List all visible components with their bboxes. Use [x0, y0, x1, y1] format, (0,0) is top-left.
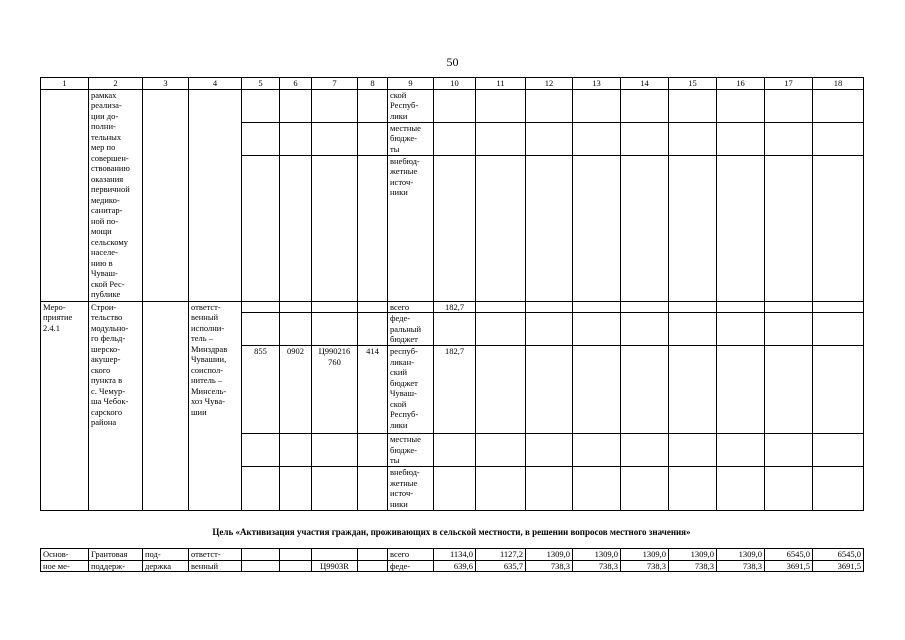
cell — [669, 313, 717, 346]
cell — [765, 301, 813, 313]
amount-cell: 6545,0 — [813, 549, 864, 561]
amount-cell: 182,7 — [434, 301, 476, 313]
target-code: Ц9903R — [312, 560, 358, 572]
cell — [765, 346, 813, 434]
expense-type-code: 414 — [358, 346, 388, 434]
table-row — [41, 549, 864, 561]
budget-code: 855 — [242, 346, 280, 434]
cell — [242, 89, 280, 122]
col-num: 4 — [189, 78, 242, 90]
cell — [242, 549, 280, 561]
cell — [573, 467, 621, 511]
cell: ответст- — [189, 549, 242, 561]
col-num: 10 — [434, 78, 476, 90]
col-num: 18 — [813, 78, 864, 90]
cell — [765, 434, 813, 467]
cell — [717, 346, 765, 434]
amount-cell — [434, 434, 476, 467]
cell — [358, 155, 388, 301]
cell — [280, 560, 312, 572]
cell — [476, 155, 526, 301]
cell — [621, 301, 669, 313]
amount-cell — [434, 467, 476, 511]
cell — [526, 301, 573, 313]
cell — [621, 467, 669, 511]
cell — [813, 434, 864, 467]
cell — [358, 313, 388, 346]
cell — [242, 560, 280, 572]
cell: Основ- — [41, 549, 89, 561]
cell — [358, 549, 388, 561]
funding-source: местные бюдже- ты — [388, 434, 434, 467]
cell — [242, 155, 280, 301]
cell — [621, 313, 669, 346]
cell — [813, 155, 864, 301]
cell — [813, 89, 864, 122]
cell — [280, 434, 312, 467]
cell — [669, 122, 717, 155]
measure-description: Строи- тельство модульно- го фельд- шерско- акушер- ского пункта в с. Чемур- ша Чебок- сарского района — [89, 301, 143, 511]
cell — [717, 434, 765, 467]
cell — [669, 434, 717, 467]
col-num: 14 — [621, 78, 669, 90]
cell — [621, 434, 669, 467]
amount-cell: 3691,5 — [813, 560, 864, 572]
cell — [242, 313, 280, 346]
cell — [242, 301, 280, 313]
cell: поддерж- — [89, 560, 143, 572]
col-num: 17 — [765, 78, 813, 90]
cell — [669, 89, 717, 122]
amount-cell: 738,3 — [526, 560, 573, 572]
col-num: 5 — [242, 78, 280, 90]
amount-cell: 3691,5 — [765, 560, 813, 572]
cell — [765, 89, 813, 122]
amount-cell: 738,3 — [573, 560, 621, 572]
amount-cell: 1309,0 — [526, 549, 573, 561]
cell — [143, 301, 189, 511]
amount-cell: 1309,0 — [621, 549, 669, 561]
cell — [717, 301, 765, 313]
cell — [621, 346, 669, 434]
cell — [434, 122, 476, 155]
cell — [434, 89, 476, 122]
cell — [280, 313, 312, 346]
section-code: 0902 — [280, 346, 312, 434]
funding-source: внебюд- жетные источ- ники — [388, 155, 434, 301]
cell — [717, 155, 765, 301]
cell — [573, 155, 621, 301]
cell — [669, 346, 717, 434]
cell — [573, 301, 621, 313]
cell — [717, 122, 765, 155]
cell — [813, 346, 864, 434]
col-num: 6 — [280, 78, 312, 90]
funding-source: всего — [388, 301, 434, 313]
cell — [312, 301, 358, 313]
col-num: 7 — [312, 78, 358, 90]
cell — [280, 467, 312, 511]
cell — [669, 467, 717, 511]
cell — [526, 155, 573, 301]
cell — [189, 89, 242, 301]
funding-source: всего — [388, 549, 434, 561]
col-num: 11 — [476, 78, 526, 90]
cell — [41, 89, 89, 301]
cell — [312, 313, 358, 346]
funding-source: респуб- ликан- ский бюджет Чуваш- ской Респуб- лики — [388, 346, 434, 434]
funding-source: местные бюдже- ты — [388, 122, 434, 155]
cell — [476, 434, 526, 467]
col-num: 16 — [717, 78, 765, 90]
program-table — [40, 77, 864, 511]
cell — [312, 122, 358, 155]
amount-cell: 738,3 — [717, 560, 765, 572]
cell — [312, 155, 358, 301]
cell — [573, 313, 621, 346]
amount-cell: 738,3 — [621, 560, 669, 572]
cell — [526, 122, 573, 155]
goal-title: Цель «Активизация участия граждан, проживающих в сельской местности, в решении вопросов местного значения» — [212, 527, 691, 537]
cell — [280, 301, 312, 313]
col-num: 8 — [358, 78, 388, 90]
measure-id: Меро- приятие 2.4.1 — [41, 301, 89, 511]
funding-source: феде- — [388, 560, 434, 572]
cell — [765, 155, 813, 301]
cell — [476, 89, 526, 122]
cell — [621, 89, 669, 122]
cell — [813, 313, 864, 346]
cell — [765, 467, 813, 511]
funding-source: феде- ральный бюджет — [388, 313, 434, 346]
cell — [573, 89, 621, 122]
funding-source: внебюд- жетные источ- ники — [388, 467, 434, 511]
cell — [526, 89, 573, 122]
cell — [143, 89, 189, 301]
cell — [476, 346, 526, 434]
cell — [242, 467, 280, 511]
col-num: 1 — [41, 78, 89, 90]
col-num: 15 — [669, 78, 717, 90]
col-num: 12 — [526, 78, 573, 90]
cell — [526, 434, 573, 467]
cell — [621, 122, 669, 155]
cell — [526, 467, 573, 511]
amount-cell: 1134,0 — [434, 549, 476, 561]
cell: Грантовая — [89, 549, 143, 561]
cell — [280, 89, 312, 122]
cell — [476, 313, 526, 346]
cell — [312, 434, 358, 467]
amount-cell: 635,7 — [476, 560, 526, 572]
cell — [280, 122, 312, 155]
cell — [312, 467, 358, 511]
page-number: 50 — [446, 55, 459, 69]
cell — [765, 122, 813, 155]
measure-executor: ответст- венный исполни- тель – Минздрав Чувашии, соиспол- нитель – Минсель- хоз Чува- шии — [189, 301, 242, 511]
cell — [813, 301, 864, 313]
cell — [813, 122, 864, 155]
table-row — [41, 89, 864, 122]
col-num: 3 — [143, 78, 189, 90]
goal-table — [40, 548, 864, 572]
amount-cell: 182,7 — [434, 346, 476, 434]
cell — [717, 467, 765, 511]
cell — [621, 155, 669, 301]
measure-description-cont: рамках реализа- ции до- полни- тельных мер по совершен- ствованию оказания первичной медико- санитар- ной по- мощи сельскому населе- нию в Чуваш- ской Рес- публике — [89, 89, 143, 301]
amount-cell — [434, 313, 476, 346]
cell — [573, 346, 621, 434]
cell — [358, 89, 388, 122]
cell — [242, 122, 280, 155]
cell — [242, 434, 280, 467]
cell: держка — [143, 560, 189, 572]
amount-cell: 1127,2 — [476, 549, 526, 561]
amount-cell: 6545,0 — [765, 549, 813, 561]
cell — [573, 122, 621, 155]
cell — [312, 549, 358, 561]
col-num: 13 — [573, 78, 621, 90]
cell — [476, 467, 526, 511]
cell: под- — [143, 549, 189, 561]
cell: венный — [189, 560, 242, 572]
col-num: 2 — [89, 78, 143, 90]
funding-source: ской Респуб- лики — [388, 89, 434, 122]
cell — [573, 434, 621, 467]
cell — [280, 549, 312, 561]
cell — [526, 313, 573, 346]
cell — [476, 301, 526, 313]
cell — [358, 560, 388, 572]
amount-cell: 738,3 — [669, 560, 717, 572]
cell — [434, 155, 476, 301]
cell — [765, 313, 813, 346]
cell — [669, 301, 717, 313]
amount-cell: 639,6 — [434, 560, 476, 572]
cell — [669, 155, 717, 301]
cell — [358, 434, 388, 467]
cell — [312, 89, 358, 122]
cell — [476, 122, 526, 155]
cell — [280, 155, 312, 301]
cell — [717, 89, 765, 122]
cell — [717, 313, 765, 346]
amount-cell: 1309,0 — [717, 549, 765, 561]
table-row — [41, 560, 864, 572]
column-number-row — [41, 78, 864, 90]
cell — [358, 122, 388, 155]
amount-cell: 1309,0 — [669, 549, 717, 561]
cell — [526, 346, 573, 434]
table-row — [41, 301, 864, 313]
cell: ное ме- — [41, 560, 89, 572]
col-num: 9 — [388, 78, 434, 90]
amount-cell: 1309,0 — [573, 549, 621, 561]
target-code: Ц990216 760 — [312, 346, 358, 434]
cell — [358, 467, 388, 511]
cell — [813, 467, 864, 511]
cell — [358, 301, 388, 313]
